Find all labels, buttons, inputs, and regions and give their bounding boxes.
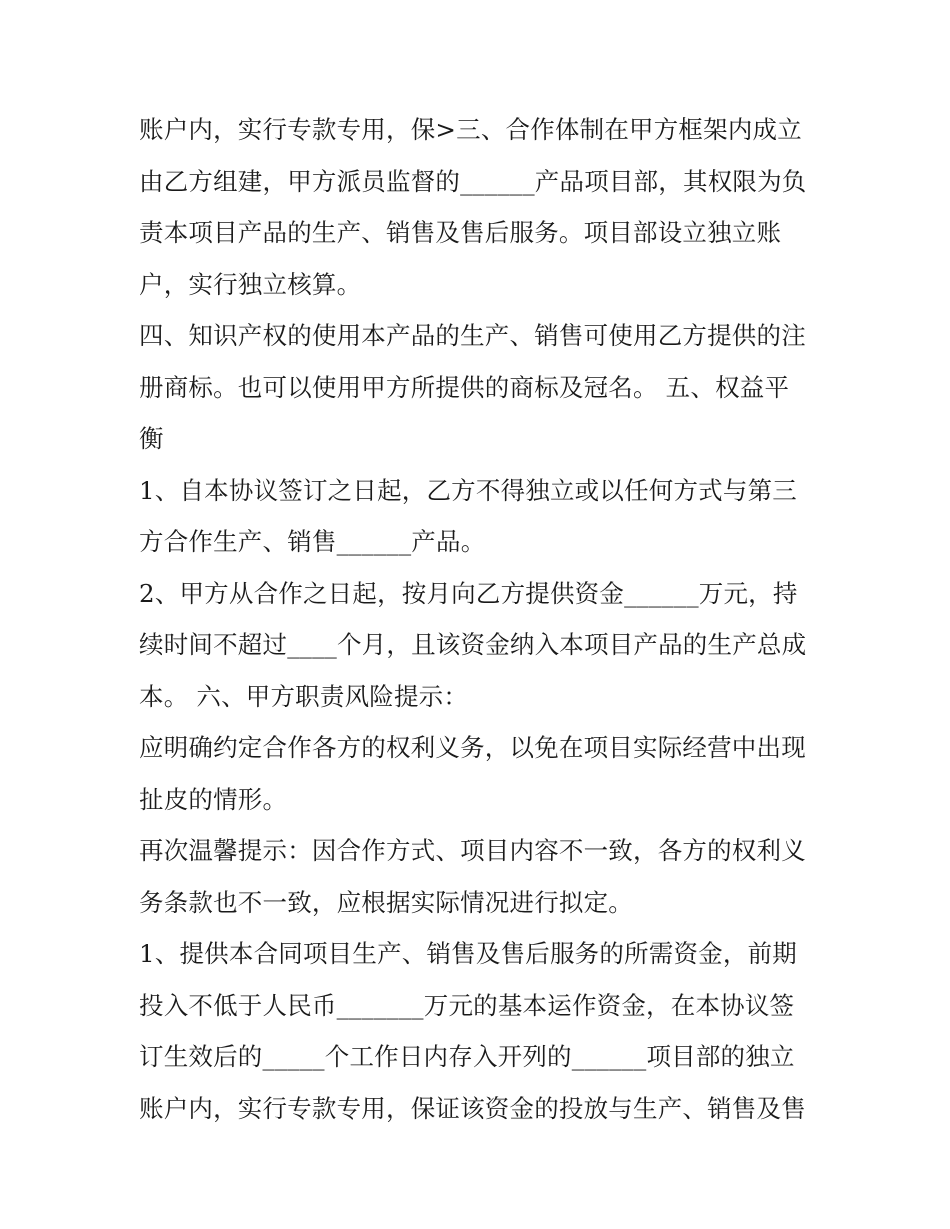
text-line: 衡 <box>139 424 164 453</box>
text-line: 2、甲方从合作之日起，按月向乙方提供资金______万元，持 <box>139 578 798 608</box>
text-line: 再次温馨提示：因合作方式、项目内容不一致，各方的权利义 <box>139 836 806 865</box>
text-line: 由乙方组建，甲方派员监督的______产品项目部，其权限为负 <box>139 166 807 196</box>
text-line: 方合作生产、销售______产品。 <box>139 527 486 556</box>
text-line: 本。 六、甲方职责风险提示： <box>139 681 469 711</box>
text-line: 册商标。也可以使用甲方所提供的商标及冠名。 五、权益平 <box>139 372 790 402</box>
text-line: 账户内，实行专款专用，保证该资金的投放与生产、销售及售 <box>139 1093 806 1123</box>
text-line: 扯皮的情形。 <box>139 784 288 814</box>
text-line: 订生效后的_____个工作日内存入开列的______项目部的独立 <box>139 1042 795 1071</box>
text-line: 1、自本协议签订之日起，乙方不得独立或以任何方式与第三 <box>139 475 797 505</box>
text-line: 户，实行独立核算。 <box>139 269 362 299</box>
text-line: 1、提供本合同项目生产、销售及售后服务的所需资金，前期 <box>139 939 797 968</box>
text-line: 四、知识产权的使用本产品的生产、销售可使用乙方提供的注 <box>139 321 806 350</box>
document-body <box>139 104 829 1134</box>
text-line: 账户内，实行专款专用，保>三、合作体制在甲方框架内成立 <box>139 115 802 144</box>
text-line: 务条款也不一致，应根据实际情况进行拟定。 <box>139 887 633 917</box>
text-line: 投入不低于人民币_______万元的基本运作资金，在本协议签 <box>139 990 795 1020</box>
text-line: 续时间不超过____个月，且该资金纳入本项目产品的生产总成 <box>139 630 807 659</box>
text-line: 应明确约定合作各方的权利义务，以免在项目实际经营中出现 <box>139 733 806 762</box>
text-line: 责本项目产品的生产、销售及售后服务。项目部设立独立账 <box>139 218 782 247</box>
